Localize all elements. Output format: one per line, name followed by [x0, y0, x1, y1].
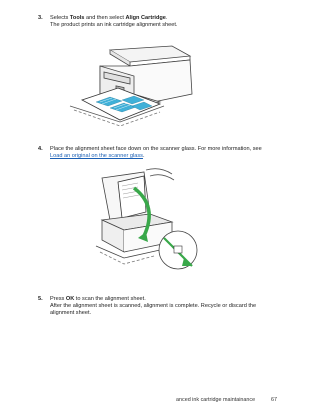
- scanner-illustration: [88, 166, 200, 274]
- printer-illustration: [60, 42, 200, 134]
- step-number: 5.: [38, 296, 43, 302]
- step-4: [38, 146, 262, 160]
- step-3-line2: The product prints an ink cartridge alignment sheet.: [50, 22, 178, 28]
- step-5-line1: Press OK to scan the alignment sheet.: [50, 296, 146, 302]
- page-number: 67: [271, 397, 277, 403]
- step-number: 4.: [38, 146, 43, 152]
- step-number: 3.: [38, 15, 43, 21]
- menu-align-cartridge: Align Cartridge: [125, 15, 166, 21]
- ok-button-label: OK: [65, 296, 75, 302]
- step-3-line1: Selects Tools and then select Align Cartridge.: [50, 15, 168, 21]
- menu-tools: Tools: [69, 15, 85, 21]
- footer-section-title: anced ink cartridge maintainance: [176, 397, 256, 403]
- step-3: [38, 15, 178, 29]
- step-5-line2: After the alignment sheet is scanned, alignment is complete. Recycle or discard the: [50, 303, 257, 309]
- step-5-line3: alignment sheet.: [50, 310, 92, 316]
- load-original-link[interactable]: Load an original on the scanner glass: [50, 153, 143, 159]
- step-5: [38, 296, 257, 317]
- step-4-line2: Load an original on the scanner glass.: [50, 153, 145, 159]
- step-4-line1: Place the alignment sheet face down on the scanner glass. For more information, see: [50, 146, 262, 152]
